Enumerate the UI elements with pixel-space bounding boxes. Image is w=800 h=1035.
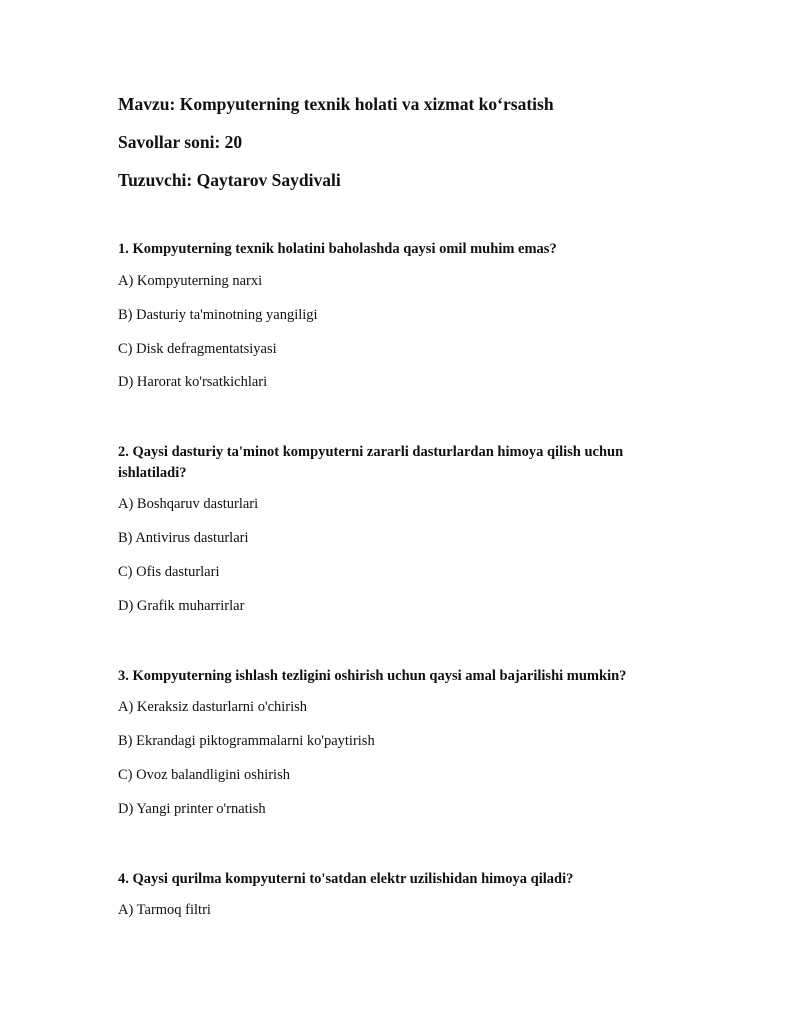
question-1-option-d: D) Harorat ko'rsatkichlari — [118, 374, 268, 390]
question-3-option-b: B) Ekrandagi piktogrammalarni ko'paytirish — [118, 733, 375, 749]
question-4: 4. Qaysi qurilma kompyuterni to'satdan elektr uzilishidan himoya qiladi? — [118, 871, 574, 887]
question-2-option-b: B) Antivirus dasturlari — [118, 530, 249, 546]
question-3: 3. Kompyuterning ishlash tezligini oshirish uchun qaysi amal bajarilishi mumkin? — [118, 668, 627, 684]
question-count-heading: Savollar soni: 20 — [118, 132, 243, 152]
topic-heading: Mavzu: Kompyuterning texnik holati va xizmat ko‘rsatish — [118, 94, 554, 114]
question-1: 1. Kompyuterning texnik holatini baholashda qaysi omil muhim emas? — [118, 241, 557, 257]
question-3-option-a: A) Keraksiz dasturlarni o'chirish — [118, 699, 308, 715]
question-3-option-d: D) Yangi printer o'rnatish — [118, 801, 266, 817]
question-1-option-c: C) Disk defragmentatsiyasi — [118, 341, 277, 357]
question-3-option-c: C) Ovoz balandligini oshirish — [118, 767, 290, 783]
question-2-option-a: A) Boshqaruv dasturlari — [118, 496, 259, 512]
question-2-option-d: D) Grafik muharrirlar — [118, 598, 245, 614]
question-2: 2. Qaysi dasturiy ta'minot kompyuterni zararli dasturlardan himoya qilish uchun ishlatiladi? — [118, 444, 624, 481]
question-1-option-b: B) Dasturiy ta'minotning yangiligi — [118, 307, 318, 323]
question-1-option-a: A) Kompyuterning narxi — [118, 273, 263, 289]
question-4-option-a: A) Tarmoq filtri — [118, 902, 211, 918]
question-2-option-c: C) Ofis dasturlari — [118, 564, 220, 580]
author-heading: Tuzuvchi: Qaytarov Saydivali — [118, 170, 341, 190]
